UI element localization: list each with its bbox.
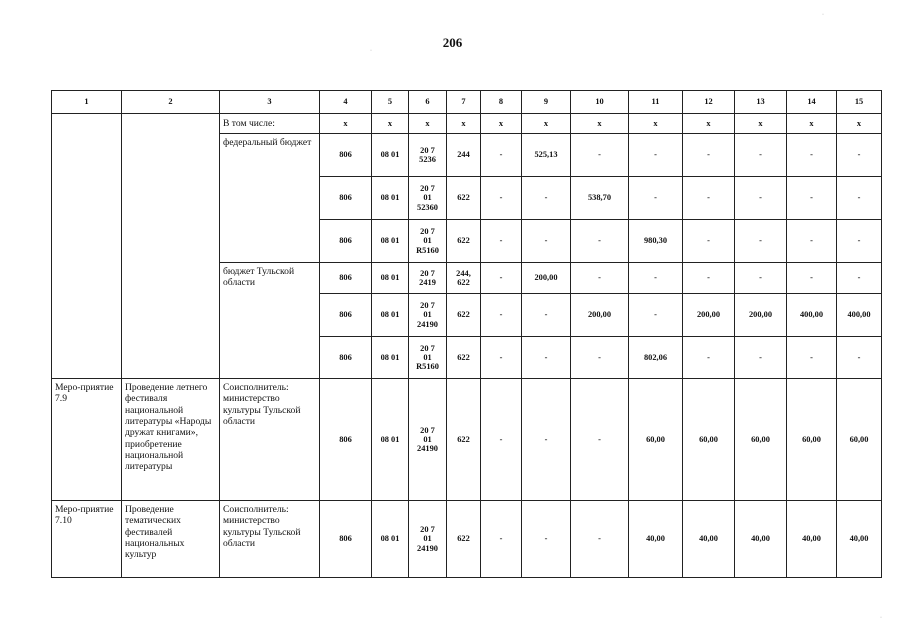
cell-col-12: - [683, 177, 735, 220]
cell-col-11: - [629, 294, 683, 337]
cell-target-article-line: 24190 [417, 444, 438, 454]
cell-col-13: х [735, 114, 787, 134]
cell-target-article-line: 24190 [417, 543, 438, 553]
header-col-13: 13 [735, 91, 787, 114]
cell-col-8: - [481, 263, 522, 294]
cell-target-article [409, 263, 447, 294]
cell-col-12: 60,00 [683, 379, 735, 501]
cell-col-13: 60,00 [735, 379, 787, 501]
cell-target-article [409, 379, 447, 501]
cell-col-14: - [787, 134, 837, 177]
cell-col-8: - [481, 501, 522, 578]
cell-expense-type: 622 [447, 379, 481, 501]
cell-col-11: 40,00 [629, 501, 683, 578]
cell-section: 08 01 [372, 501, 409, 578]
cell-target-article-line: 01 [423, 193, 432, 203]
cell-target-article-line: 20 7 [420, 301, 435, 311]
cell-budget-admin: 806 [320, 294, 372, 337]
cell-target-article [409, 220, 447, 263]
cell-col-10: 200,00 [571, 294, 629, 337]
cell-target-article-line: 01 [423, 236, 432, 246]
cell-expense-type-line: 622 [457, 278, 470, 287]
row-label-regional-budget: бюджет Тульской области [220, 263, 320, 379]
cell-target-article-line: 01 [423, 534, 432, 544]
cell-col-4: х [320, 114, 372, 134]
scan-speck: · [880, 615, 882, 621]
cell-col-11: - [629, 177, 683, 220]
header-col-12: 12 [683, 91, 735, 114]
cell-col-13: 200,00 [735, 294, 787, 337]
cell-expense-type [447, 263, 481, 294]
cell-section: 08 01 [372, 220, 409, 263]
cell-col-10: - [571, 134, 629, 177]
cell-expense-type: 622 [447, 177, 481, 220]
budget-table [51, 90, 882, 578]
row-label-including: В том числе: [220, 114, 320, 134]
cell-col-8: - [481, 294, 522, 337]
cell-target-article-line: R5160 [416, 245, 439, 255]
cell-col-12: 40,00 [683, 501, 735, 578]
cell-col-9: - [522, 337, 571, 379]
cell-col-14: 40,00 [787, 501, 837, 578]
cell-col-14: 400,00 [787, 294, 837, 337]
row-label-federal-budget: федеральный бюджет [220, 134, 320, 263]
cell-col-9: - [522, 220, 571, 263]
cell-col-15: - [837, 263, 882, 294]
cell-budget-admin: 806 [320, 263, 372, 294]
header-col-14: 14 [787, 91, 837, 114]
cell-expense-type-line: 244, [456, 268, 471, 278]
cell-col-8: - [481, 134, 522, 177]
cell-budget-admin: 806 [320, 379, 372, 501]
cell-target-article-line: 01 [423, 310, 432, 320]
cell-col-9: - [522, 177, 571, 220]
cell-col-12: - [683, 263, 735, 294]
cell-col-9: - [522, 501, 571, 578]
header-col-1: 1 [52, 91, 122, 114]
cell-budget-admin: 806 [320, 501, 372, 578]
cell-col-10: - [571, 501, 629, 578]
cell-target-article-line: 2419 [419, 278, 436, 287]
cell-col-15: - [837, 337, 882, 379]
cell-col-13: - [735, 134, 787, 177]
cell-target-article-line: 20 7 [420, 227, 435, 237]
header-col-6: 6 [409, 91, 447, 114]
cell-budget-admin: 806 [320, 337, 372, 379]
cell-col-15: - [837, 134, 882, 177]
cell-col-10: - [571, 220, 629, 263]
cell-col-14: х [787, 114, 837, 134]
cell-col-15: - [837, 220, 882, 263]
header-col-2: 2 [122, 91, 220, 114]
cell-col-9: - [522, 294, 571, 337]
cell-target-article [409, 501, 447, 578]
cell-col-12: - [683, 220, 735, 263]
cell-col-12: - [683, 337, 735, 379]
cell-col-9: - [522, 379, 571, 501]
activity-coexecutor: Соисполнитель: министерство культуры Тульской области [220, 501, 320, 578]
cell-col-15: - [837, 177, 882, 220]
cell-section: 08 01 [372, 263, 409, 294]
cell-col-14: - [787, 263, 837, 294]
cell-col-8: - [481, 337, 522, 379]
cell-col-10: 538,70 [571, 177, 629, 220]
header-col-3: 3 [220, 91, 320, 114]
cell-col-10: х [571, 114, 629, 134]
cell-col-15: 400,00 [837, 294, 882, 337]
cell-target-article-line: 20 7 [420, 425, 435, 435]
cell-target-article-line: 01 [423, 434, 432, 444]
cell-col-9: 525,13 [522, 134, 571, 177]
cell-target-article-line: 20 7 [420, 268, 435, 278]
cell-col-12: 200,00 [683, 294, 735, 337]
cell-col-14: - [787, 220, 837, 263]
cell-target-article-line: 20 7 [420, 145, 435, 155]
cell-target-article [409, 337, 447, 379]
header-col-7: 7 [447, 91, 481, 114]
header-col-4: 4 [320, 91, 372, 114]
cell-target-article-line: 5236 [419, 155, 436, 164]
cell-target-article-line: 20 7 [420, 343, 435, 353]
cell-target-article-line: 01 [423, 352, 432, 362]
cell-expense-type: 622 [447, 220, 481, 263]
cell-col-14: - [787, 337, 837, 379]
cell-target-article-line: 24190 [417, 319, 438, 329]
cell-col-8: - [481, 177, 522, 220]
cell-section: 08 01 [372, 177, 409, 220]
activity-description: Проведение тематических фестивалей национальных культур [122, 501, 220, 578]
cell-col-15: 40,00 [837, 501, 882, 578]
scan-speck: · [370, 48, 372, 54]
cell-col-6: х [409, 114, 447, 134]
cell-target-article-line: R5160 [416, 362, 439, 372]
cell-section: 08 01 [372, 337, 409, 379]
cell-col-12: х [683, 114, 735, 134]
cell-col-11: - [629, 263, 683, 294]
cell-expense-type: 622 [447, 294, 481, 337]
cell-budget-admin: 806 [320, 177, 372, 220]
cell-col-14: - [787, 177, 837, 220]
cell-target-article-line: 20 7 [420, 525, 435, 535]
activity-row [52, 379, 882, 501]
cell-expense-type: 622 [447, 337, 481, 379]
cell-col-12: - [683, 134, 735, 177]
cell-section: 08 01 [372, 379, 409, 501]
cell-target-article-line: 52360 [417, 202, 438, 212]
cell-target-article [409, 294, 447, 337]
cell-col-13: - [735, 220, 787, 263]
column-number-row [52, 91, 882, 114]
activity-description: Проведение летнего фестиваля национальной литературы «Народы дружат книгами», приобретение национальной литературы [122, 379, 220, 501]
header-col-11: 11 [629, 91, 683, 114]
header-col-8: 8 [481, 91, 522, 114]
cell-col-9: х [522, 114, 571, 134]
cell-col-7: х [447, 114, 481, 134]
activity-coexecutor: Соисполнитель: министерство культуры Тульской области [220, 379, 320, 501]
cell-col-15: х [837, 114, 882, 134]
table-row [52, 114, 882, 134]
cell-expense-type: 244 [447, 134, 481, 177]
cell-expense-type: 622 [447, 501, 481, 578]
cell-col-13: - [735, 263, 787, 294]
cell-col-10: - [571, 379, 629, 501]
cell-col-8: - [481, 379, 522, 501]
page-number: 206 [442, 35, 463, 50]
activity-number: Меро-приятие 7.10 [52, 501, 122, 578]
cell-target-article-line: 20 7 [420, 184, 435, 194]
cell-section: 08 01 [372, 294, 409, 337]
cell-col-14: 60,00 [787, 379, 837, 501]
cell-col-10: - [571, 337, 629, 379]
scan-speck: · [822, 12, 824, 18]
cell-col-8: - [481, 220, 522, 263]
cell-col-11: х [629, 114, 683, 134]
cell-col-5: х [372, 114, 409, 134]
header-col-15: 15 [837, 91, 882, 114]
cell-empty [52, 114, 122, 379]
cell-col-11: 980,30 [629, 220, 683, 263]
cell-col-11: - [629, 134, 683, 177]
cell-budget-admin: 806 [320, 220, 372, 263]
cell-col-9: 200,00 [522, 263, 571, 294]
cell-col-13: - [735, 337, 787, 379]
cell-col-15: 60,00 [837, 379, 882, 501]
header-col-9: 9 [522, 91, 571, 114]
cell-col-8: х [481, 114, 522, 134]
cell-col-10: - [571, 263, 629, 294]
cell-budget-admin: 806 [320, 134, 372, 177]
cell-section: 08 01 [372, 134, 409, 177]
cell-target-article [409, 177, 447, 220]
cell-target-article [409, 134, 447, 177]
cell-empty [122, 114, 220, 379]
cell-col-13: 40,00 [735, 501, 787, 578]
cell-col-11: 802,06 [629, 337, 683, 379]
header-col-10: 10 [571, 91, 629, 114]
header-col-5: 5 [372, 91, 409, 114]
cell-col-13: - [735, 177, 787, 220]
activity-row [52, 501, 882, 578]
activity-number: Меро-приятие 7.9 [52, 379, 122, 501]
cell-col-11: 60,00 [629, 379, 683, 501]
